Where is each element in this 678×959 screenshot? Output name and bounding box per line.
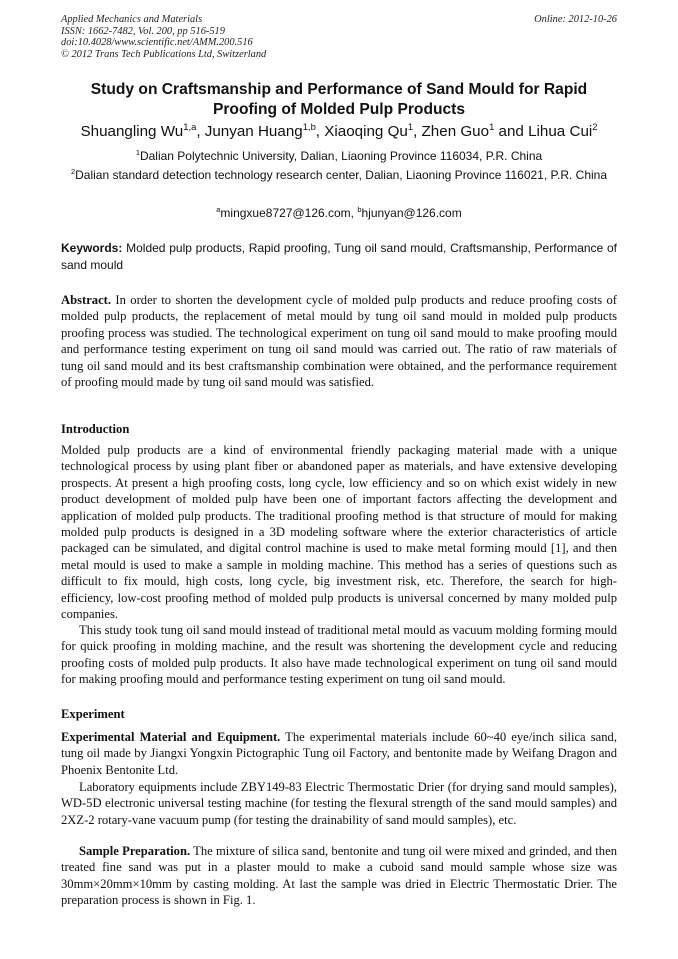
- email-a: mingxue8727@126.com,: [220, 206, 358, 220]
- affiliation-1: $^1$Dalian Polytechnic University, Dalian, Liaoning Province 116034, P.R. China: [135, 148, 543, 163]
- keywords: Keywords: Molded pulp products, Rapid proofing, Tung oil sand mould, Craftsmanship, Performance of sand mould: [61, 241, 617, 272]
- sample-preparation-label: Sample Preparation.: [79, 844, 191, 858]
- experiment-paragraph-3: Sample Preparation. The mixture of silica sand, bentonite and tung oil were mixed and grinded, and then treated fine sand was put in a plaster mould to make a cuboid sand mould sample whose size was 30mm×20mm×10mm by casting molding. At last the sample was dried in Electric Thermostatic Drier. The preparation process is shown in Fig. 1.: [61, 844, 617, 908]
- keywords-label: Keywords:: [61, 241, 123, 255]
- author-name: Junyan Huang: [204, 123, 303, 140]
- doi-line: doi:10.4028/www.scientific.net/AMM.200.516: [61, 37, 253, 49]
- introduction-paragraph-1: Molded pulp products are a kind of environmental friendly packaging material made with a unique technological process by using plant fiber or abandoned paper as materials, and have extensive developing prospects. At present a high proofing costs, long cycle, low efficiency and so on which exist widely in new product development of molded pulp have been one of important factors affecting the development and application of molded pulp products. The traditional proofing method is that structure of mould for making molded pulp products is designed in a 3D modeling software where the exterior characteristics of article packaged can be simulated, and digital control machine is used to make metal forming mould [1], and then metal mould is used to make a sample in molding machine. This method has a series of questions such as difficult to fix mould, high costs, long cycle, big investment risk, etc. Therefore, the search for high-efficiency, low-cost proofing method of molded pulp products is universal concerned by many molded pulp companies.: [61, 443, 617, 622]
- section-heading-experiment: Experiment: [61, 707, 125, 721]
- author-sup: 2: [592, 120, 598, 132]
- abstract-label: Abstract.: [61, 293, 112, 307]
- experiment-paragraph-1: Experimental Material and Equipment. The experimental materials include 60~40 eye/inch silica sand, tung oil made by Jiangxi Yongxin Pictographic Tung oil Factory, and bentonite made by Weifang Dragon and Phoenix Bentonite Ltd.: [61, 730, 617, 777]
- author-sup: 1: [489, 120, 495, 132]
- affiliation-sup: 1: [135, 148, 140, 157]
- affiliation-sup: 2: [70, 167, 76, 176]
- copyright-line: © 2012 Trans Tech Publications Ltd, Switzerland: [61, 48, 267, 60]
- author-sep: ,: [315, 123, 325, 140]
- author-name: Shuangling Wu: [80, 123, 184, 140]
- materials-label: Experimental Material and Equipment.: [61, 730, 281, 744]
- issn-line: ISSN: 1662-7482, Vol. 200, pp 516-519: [61, 25, 225, 37]
- author-sup: 1,a: [183, 120, 197, 132]
- author-sup: 1,b: [302, 120, 316, 132]
- email-line: $^a$mingxue8727@126.com, $^b$hjunyan@126.com: [216, 205, 462, 220]
- introduction-paragraph-2: This study took tung oil sand mould instead of traditional metal mould as vacuum molding forming mould for quick proofing in molding machine, and the result was shortening the development cycle and reducing proofing costs of molded pulp products. It also have made technological experiment on tung oil sand mould for making proofing mould and performance testing experiment on tung oil sand mould.: [61, 623, 617, 687]
- author-list: [61, 122, 617, 142]
- experiment-paragraph-2: Laboratory equipments include ZBY149-83 Electric Thermostatic Drier (for drying sand mould samples), WD-5D electronic universal testing machine (for testing the flexural strength of the sand mould samples) and 2XZ-2 rotary-vane vacuum pump (for testing the drainability of sand mould samples), etc.: [61, 780, 617, 827]
- journal-name: Applied Mechanics and Materials: [61, 14, 203, 25]
- author-sep: and: [494, 123, 529, 140]
- online-date: Online: 2012-10-26: [534, 14, 617, 25]
- author-name: Zhen Guo: [421, 123, 490, 140]
- author-name: Xiaoqing Qu: [324, 123, 408, 140]
- paper-title: Study on Craftsmanship and Performance of Sand Mould for Rapid Proofing of Molded Pulp Products: [90, 81, 588, 118]
- author-name: Lihua Cui: [528, 123, 593, 140]
- email-b: hjunyan@126.com: [361, 206, 462, 220]
- author-sep: ,: [413, 123, 422, 140]
- abstract: Abstract. In order to shorten the development cycle of molded pulp products and reduce proofing costs of molded pulp products, the replacement of metal mould by tung oil sand mould in molded pulp products proofing process was studied. The technological experiment on tung oil sand mould to make proofing mould and performance testing experiment on tung oil sand mould was carried out. The ratio of raw materials of tung oil sand mould and its best craftsmanship combination were obtained, and the performance requirement of proofing mould made by tung oil sand mould was satisfied.: [61, 293, 617, 390]
- section-heading-introduction: Introduction: [61, 422, 130, 436]
- author-sup: 1: [407, 120, 414, 132]
- journal-header: [61, 14, 617, 60]
- affiliation-2: $^2$Dalian standard detection technology research center, Dalian, Liaoning Province 116021, P.R. China: [70, 167, 608, 182]
- author-sep: ,: [196, 123, 205, 140]
